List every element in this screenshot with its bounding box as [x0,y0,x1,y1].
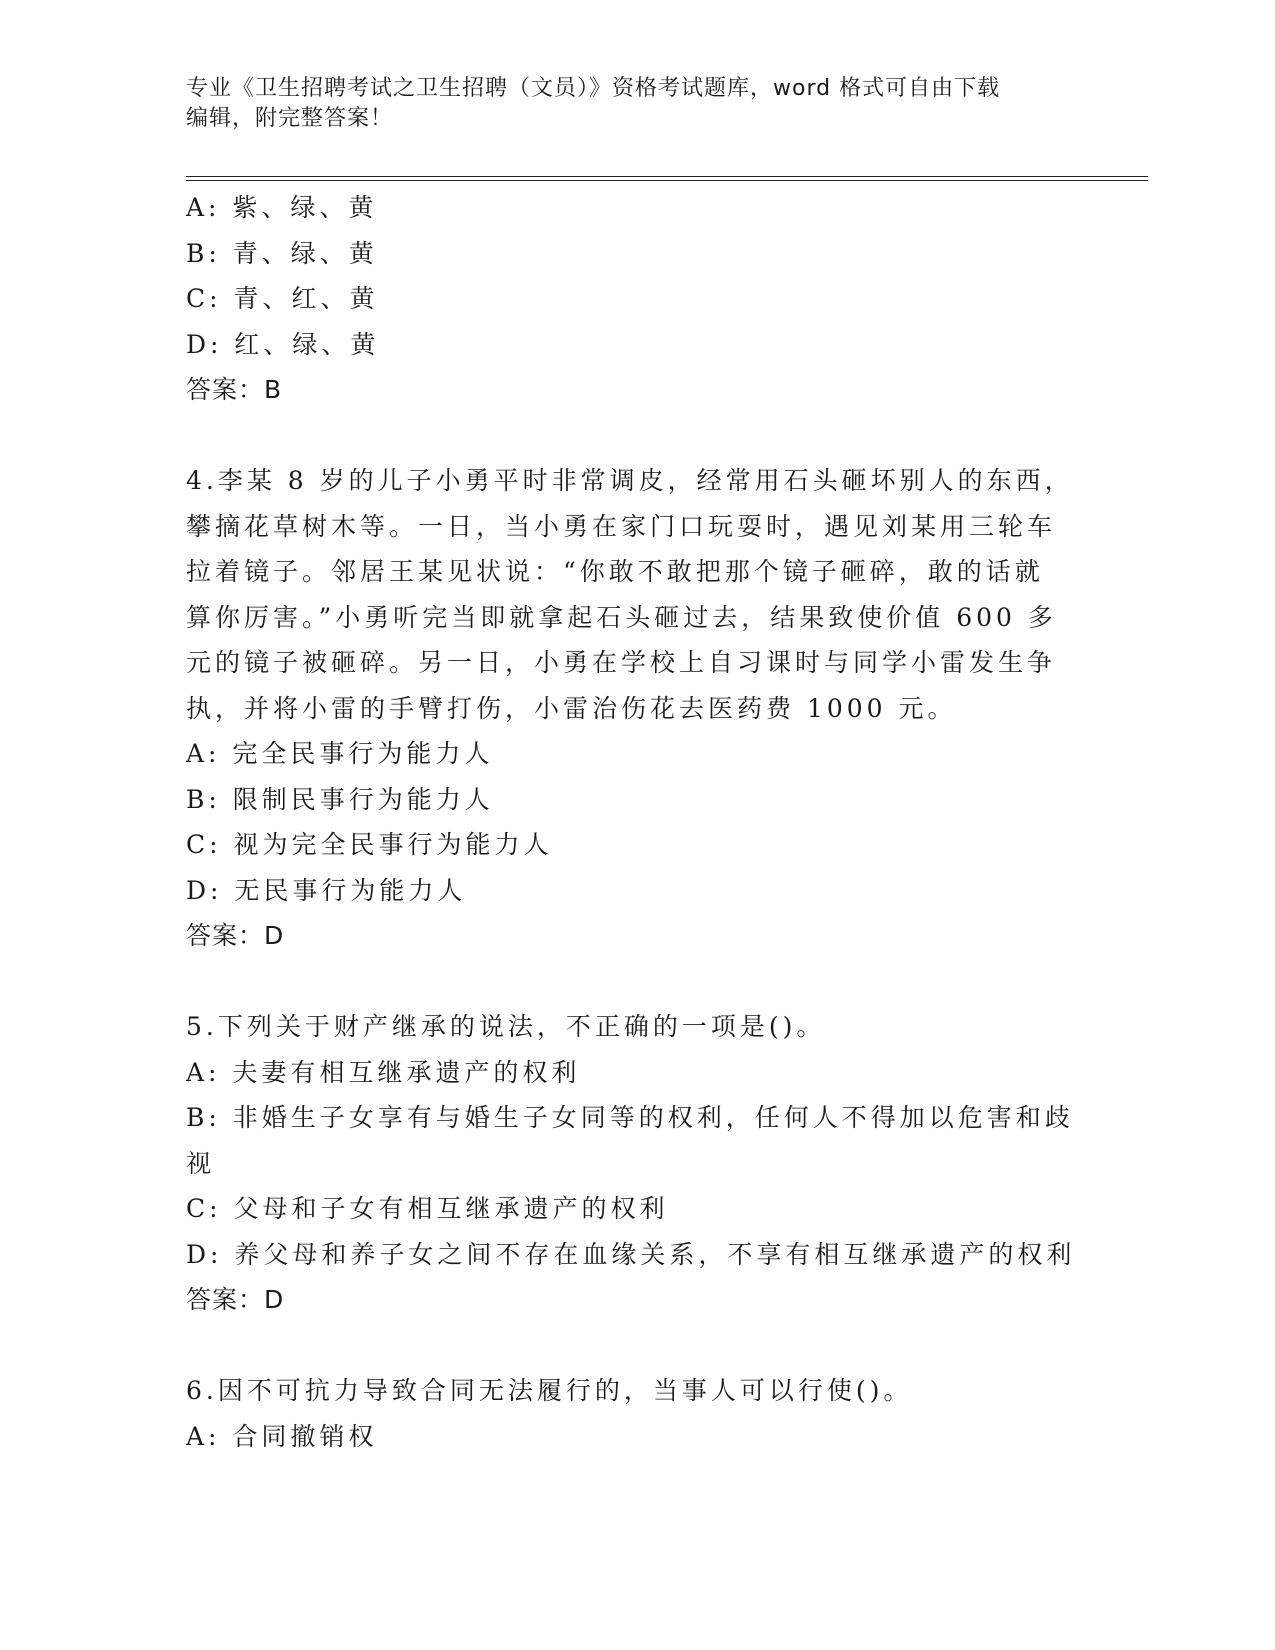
question-list [186,185,1086,1459]
question-stem-line: 4.李某 8 岁的儿子小勇平时非常调皮，经常用石头砸坏别人的东西， [186,466,1074,495]
question-stem-line: 元的镜子被砸碎。另一日，小勇在学校上自习课时与同学小雷发生争 [186,648,1057,677]
header-title-line-1: 专业《卫生招聘考试之卫生招聘（文员）》资格考试题库，word 格式可自由下载 [186,76,1001,101]
answer-line: 答案：B [186,375,283,404]
header-title-line-2: 编辑，附完整答案！ [186,106,394,131]
question-3 [186,185,1086,413]
option-a: A: 完全民事行为能力人 [186,739,494,768]
option-d: D: 红、绿、黄 [186,329,380,359]
option-c: C: 青、红、黄 [186,284,379,313]
header-divider [186,176,1148,181]
option-b-line-2: 视 [186,1148,216,1178]
question-6 [186,1368,1086,1459]
question-4 [186,458,1086,959]
page-header [186,74,1066,134]
option-b: B: 限制民事行为能力人 [186,784,494,814]
question-5 [186,1004,1086,1323]
option-a: A: 紫、绿、黄 [186,193,378,222]
question-stem: 5.下列关于财产继承的说法，不正确的一项是()。 [186,1012,826,1041]
option-b: B: 青、绿、黄 [186,238,378,268]
answer-line: 答案：D [186,1285,285,1314]
spacer [186,959,1086,1005]
question-stem-line: 攀摘花草树木等。一日，当小勇在家门口玩耍时，遇见刘某用三轮车 [186,511,1057,541]
question-stem-line: 执，并将小雷的手臂打伤，小雷治伤花去医药费 1000 元。 [186,693,957,723]
option-d: D: 养父母和养子女之间不存在血缘关系，不享有相互继承遗产的权利 [186,1239,1076,1269]
spacer [186,1323,1086,1369]
answer-line: 答案：D [186,921,285,950]
spacer [186,413,1086,459]
question-stem-line: 拉着镜子。邻居王某见状说：“你敢不敢把那个镜子砸碎，敢的话就 [186,557,1044,586]
question-stem-line: 算你厉害。”小勇听完当即就拿起石头砸过去，结果致使价值 600 多 [186,602,1057,632]
option-c: C: 父母和子女有相互继承遗产的权利 [186,1194,669,1223]
option-a: A: 合同撤销权 [186,1421,378,1451]
option-b-line-1: B: 非婚生子女享有与婚生子女同等的权利，任何人不得加以危害和歧 [186,1103,1074,1132]
option-a: A: 夫妻有相互继承遗产的权利 [186,1057,581,1087]
option-c: C: 视为完全民事行为能力人 [186,830,553,859]
option-d: D: 无民事行为能力人 [186,875,467,905]
question-stem: 6.因不可抗力导致合同无法履行的，当事人可以行使()。 [186,1376,913,1405]
